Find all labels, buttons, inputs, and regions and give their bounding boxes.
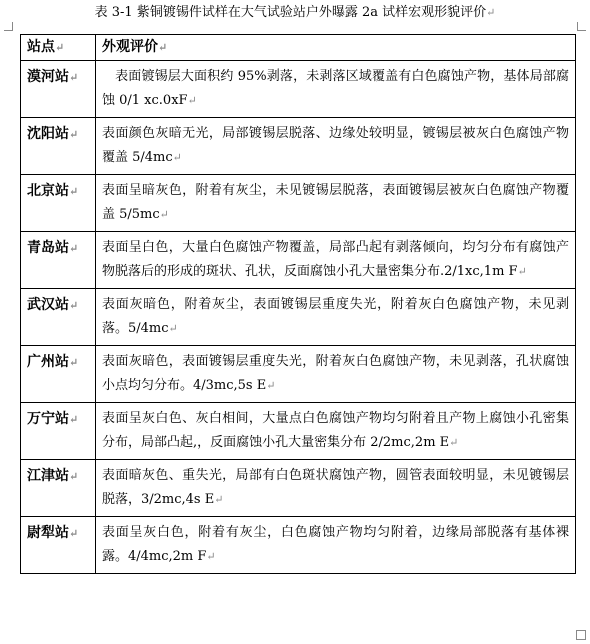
description-cell: 表面灰暗色，附着灰尘，表面镀锡层重度失光，附着灰白色腐蚀产物，未见剥落。5/4mc↵ bbox=[96, 289, 576, 346]
table-row bbox=[21, 61, 576, 118]
table-row bbox=[21, 460, 576, 517]
site-cell: 青岛站↵ bbox=[21, 232, 96, 289]
evaluation-table bbox=[20, 34, 576, 574]
description-cell: 表面颜色灰暗无光，局部镀锡层脱落、边缘处较明显，镀锡层被灰白色腐蚀产物覆盖 5/4mc↵ bbox=[96, 118, 576, 175]
table-row bbox=[21, 346, 576, 403]
header-evaluation: 外观评价↵ bbox=[96, 35, 576, 61]
description-cell: 表面呈暗灰色，附着有灰尘，未见镀锡层脱落，表面镀锡层被灰白色腐蚀产物覆盖 5/5mc↵ bbox=[96, 175, 576, 232]
site-cell: 江津站↵ bbox=[21, 460, 96, 517]
table-row bbox=[21, 289, 576, 346]
description-cell: 表面呈白色，大量白色腐蚀产物覆盖，局部凸起有剥落倾向，均匀分布有腐蚀产物脱落后的形成的斑状、孔状，反面腐蚀小孔大量密集分布.2/1xc,1m F↵ bbox=[96, 232, 576, 289]
caption-text: 表 3-1 紫铜镀锡件试样在大气试验站户外曝露 2a 试样宏观形貌评价 bbox=[94, 5, 487, 20]
site-cell: 尉犁站↵ bbox=[21, 517, 96, 574]
crop-mark-top-left-icon bbox=[4, 22, 13, 31]
description-cell: 表面呈灰白色、灰白相间，大量点白色腐蚀产物均匀附着且产物上腐蚀小孔密集分布，局部凸起,，反面腐蚀小孔大量密集分布 2/2mc,2m E↵ bbox=[96, 403, 576, 460]
table-resize-handle[interactable] bbox=[576, 630, 586, 640]
table-caption bbox=[0, 4, 590, 22]
description-cell: 表面镀锡层大面积约 95%剥落，未剥落区域覆盖有白色腐蚀产物，基体局部腐蚀 0/1 xc.0xF↵ bbox=[96, 61, 576, 118]
table-row bbox=[21, 232, 576, 289]
table-row bbox=[21, 175, 576, 232]
table-row bbox=[21, 517, 576, 574]
site-cell: 万宁站↵ bbox=[21, 403, 96, 460]
description-cell: 表面暗灰色、重失光，局部有白色斑状腐蚀产物，圆管表面较明显，未见镀锡层脱落，3/2mc,4s E↵ bbox=[96, 460, 576, 517]
description-cell: 表面呈灰白色，附着有灰尘，白色腐蚀产物均匀附着，边缘局部脱落有基体裸露。4/4mc,2m F↵ bbox=[96, 517, 576, 574]
site-cell: 广州站↵ bbox=[21, 346, 96, 403]
table-row bbox=[21, 403, 576, 460]
crop-mark-top-right-icon bbox=[577, 22, 586, 31]
site-cell: 沈阳站↵ bbox=[21, 118, 96, 175]
description-cell: 表面灰暗色，表面镀锡层重度失光，附着灰白色腐蚀产物，未见剥落，孔状腐蚀小点均匀分布。4/3mc,5s E↵ bbox=[96, 346, 576, 403]
paragraph-mark-icon: ↵ bbox=[486, 6, 496, 19]
site-cell: 漠河站↵ bbox=[21, 61, 96, 118]
table-row bbox=[21, 118, 576, 175]
header-site: 站点↵ bbox=[21, 35, 96, 61]
site-cell: 北京站↵ bbox=[21, 175, 96, 232]
site-cell: 武汉站↵ bbox=[21, 289, 96, 346]
table-header-row bbox=[21, 35, 576, 61]
